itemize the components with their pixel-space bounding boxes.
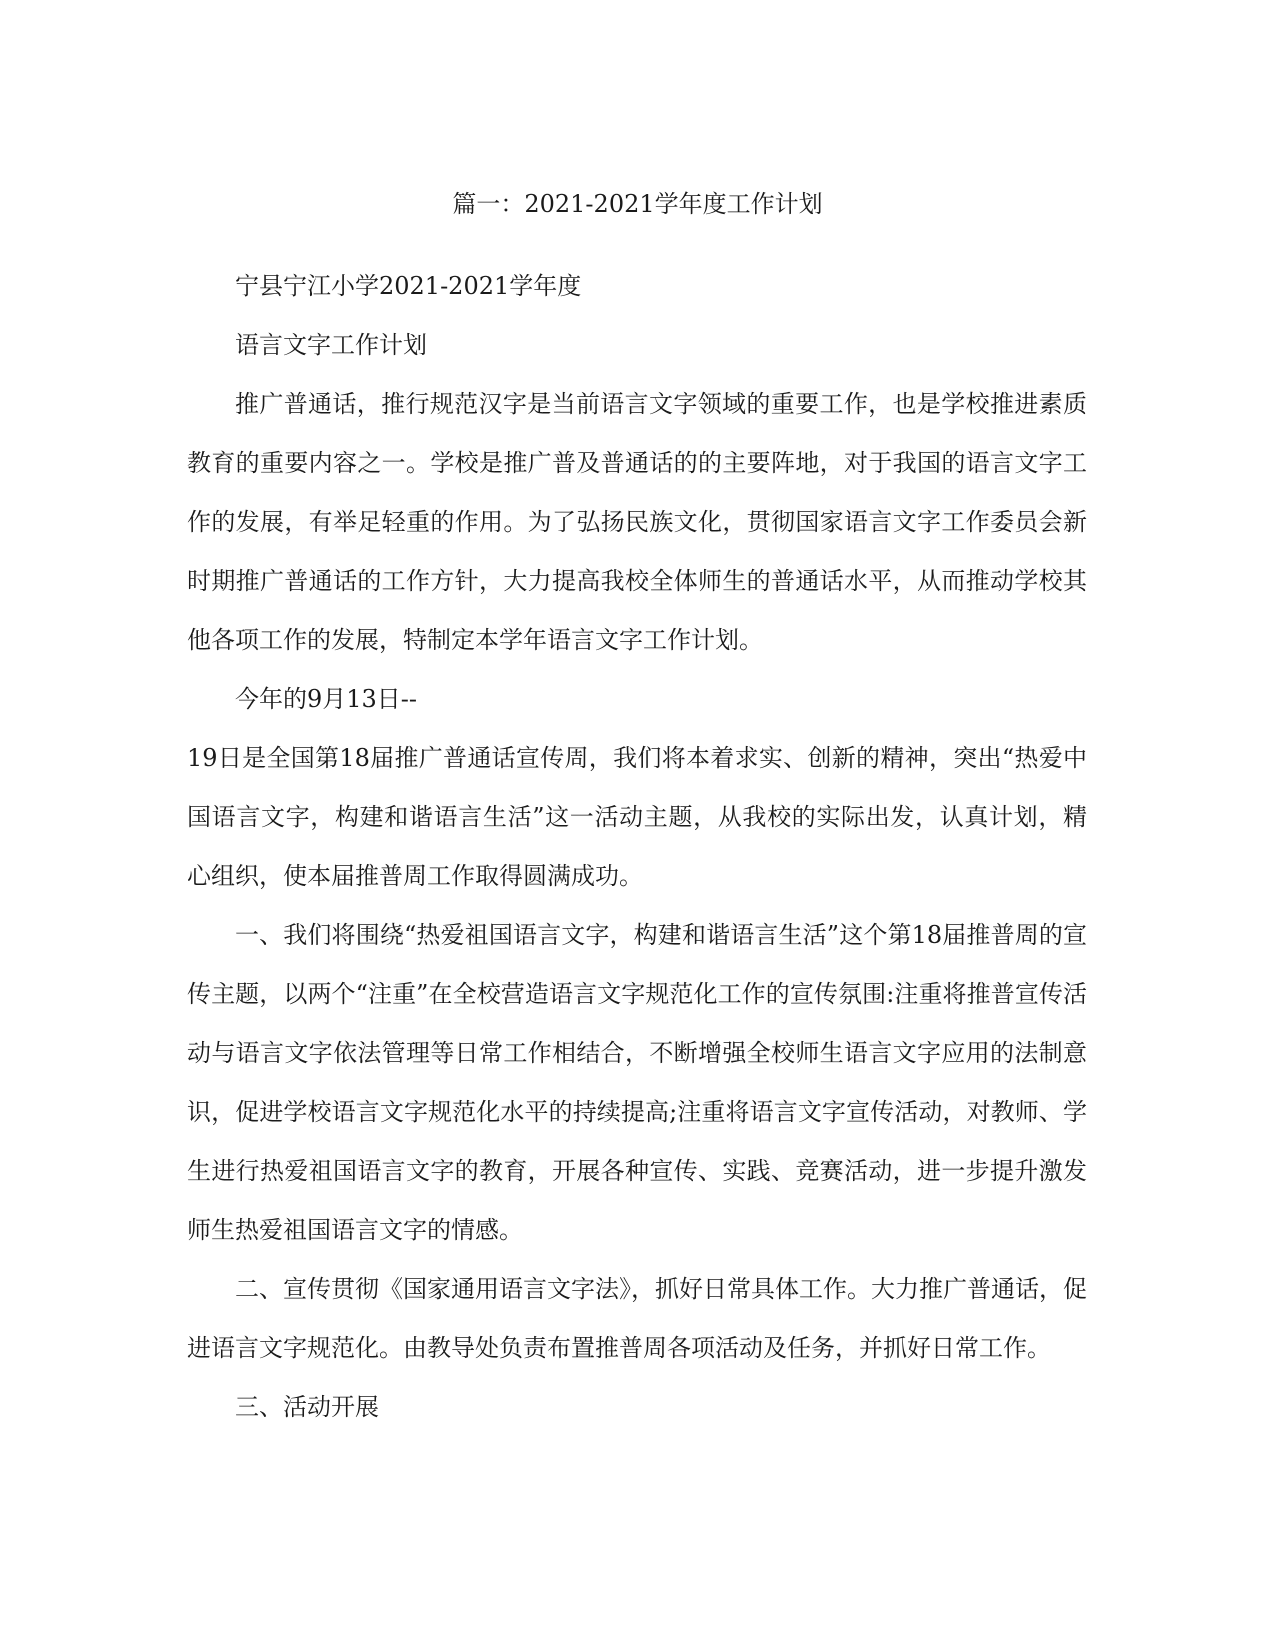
- plan-heading: 语言文字工作计划: [235, 331, 427, 359]
- document-body: [187, 257, 1087, 1437]
- section-two-paragraph: 二、宣传贯彻《国家通用语言文字法》，抓好日常具体工作。大力推广普通话，促进语言文字规范化。由教导处负责布置推普周各项活动及任务，并抓好日常工作。: [187, 1275, 1087, 1362]
- promotion-week-paragraph: 19日是全国第18届推广普通话宣传周，我们将本着求实、创新的精神，突出“热爱中国语言文字，构建和谐语言生活”这一活动主题，从我校的实际出发，认真计划，精心组织，使本届推普周工作取得圆满成功。: [187, 744, 1087, 890]
- date-paragraph: 今年的9月13日--: [235, 685, 418, 713]
- document-title: 篇一：2021-2021学年度工作计划: [452, 190, 823, 218]
- section-one-paragraph: 一、我们将围绕“热爱祖国语言文字，构建和谐语言生活”这个第18届推普周的宣传主题，以两个“注重”在全校营造语言文字规范化工作的宣传氛围:注重将推普宣传活动与语言文字依法管理等日常工作相结合，不断增强全校师生语言文字应用的法制意识，促进学校语言文字规范化水平的持续提高;注重将语言文字宣传活动，对教师、学生进行热爱祖国语言文字的教育，开展各种宣传、实践、竞赛活动，进一步提升激发师生热爱祖国语言文字的情感。: [187, 921, 1087, 1244]
- school-heading: 宁县宁江小学2021-2021学年度: [235, 272, 582, 300]
- section-three-heading: 三、活动开展: [235, 1393, 379, 1421]
- intro-paragraph: 推广普通话，推行规范汉字是当前语言文字领域的重要工作，也是学校推进素质教育的重要内容之一。学校是推广普及普通话的的主要阵地，对于我国的语言文字工作的发展，有举足轻重的作用。为了弘扬民族文化，贯彻国家语言文字工作委员会新时期推广普通话的工作方针，大力提高我校全体师生的普通话水平，从而推动学校其他各项工作的发展，特制定本学年语言文字工作计划。: [187, 390, 1087, 654]
